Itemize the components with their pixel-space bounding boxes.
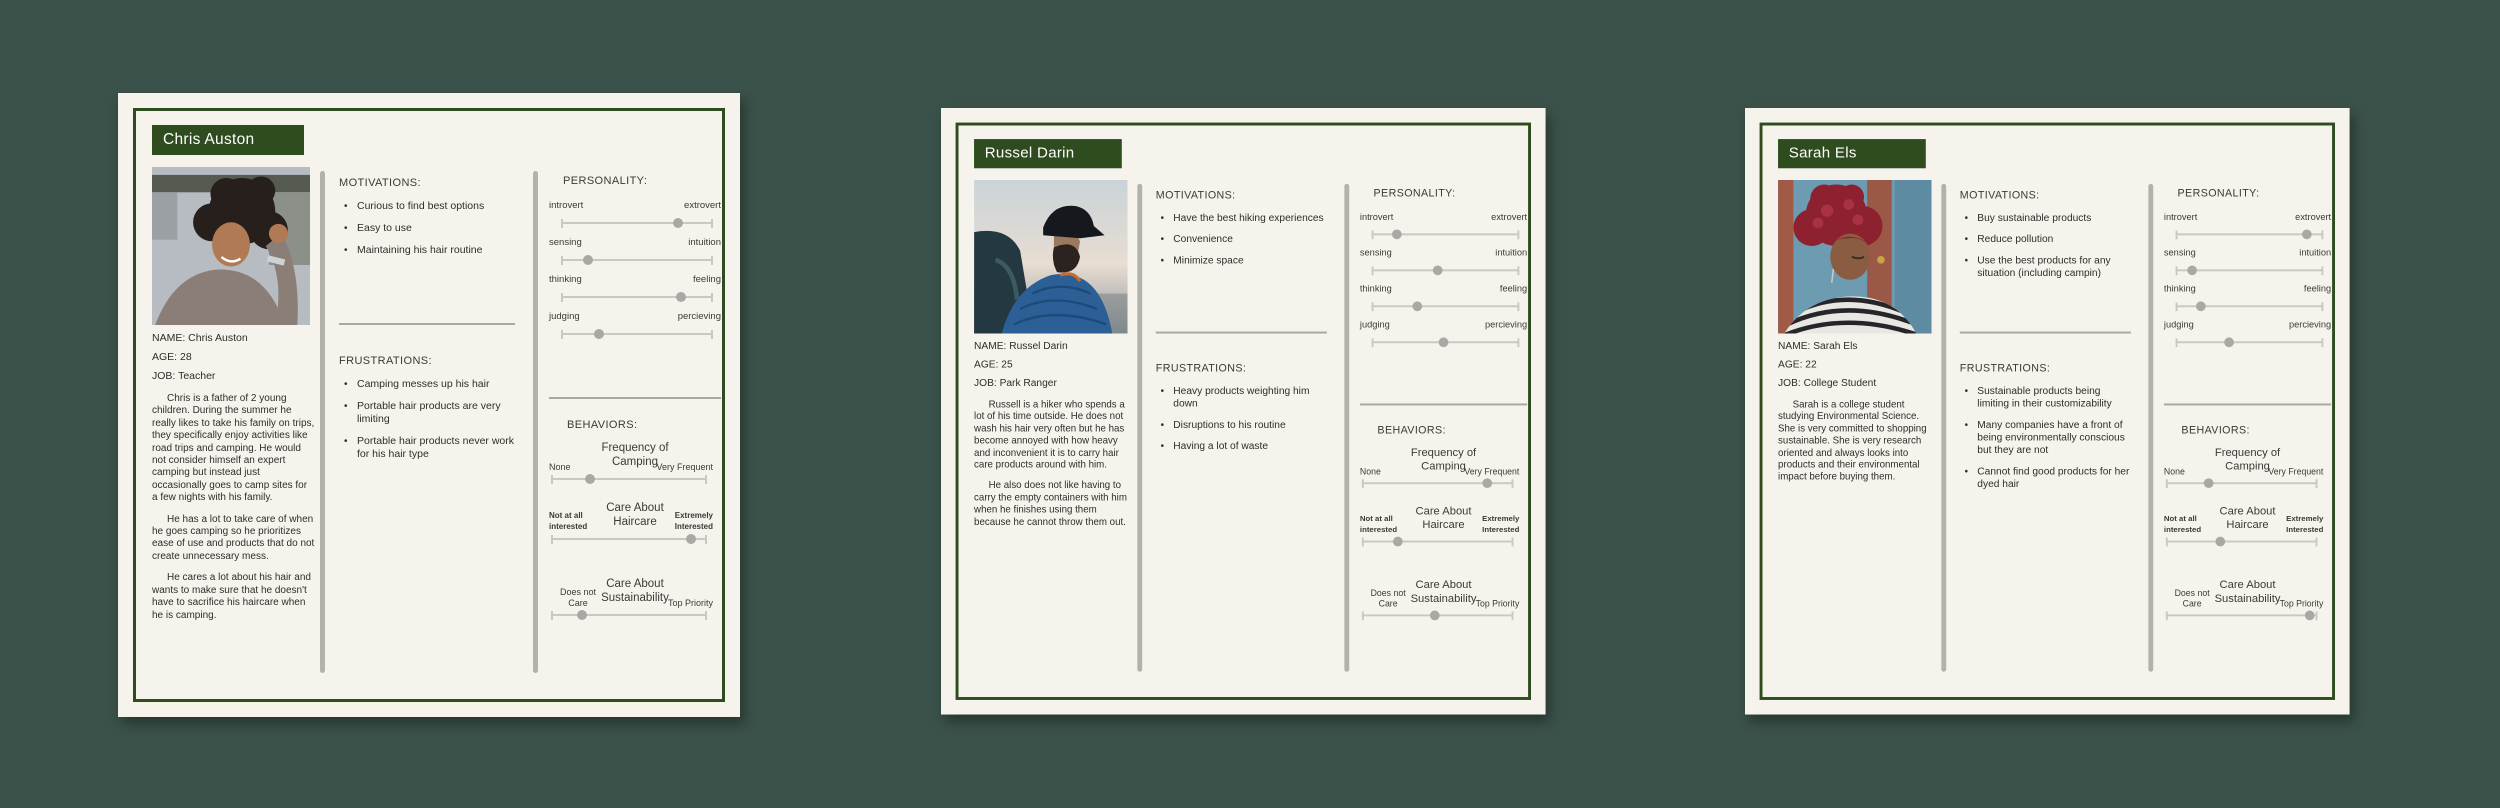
motivations-section — [339, 177, 517, 266]
persona-bio — [974, 400, 1132, 538]
persona-photo — [152, 167, 310, 325]
slider-track — [561, 296, 713, 298]
slider-right-label: Very Frequent — [656, 461, 713, 472]
photo-illustration — [1778, 180, 1932, 334]
slider-track — [1372, 305, 1520, 307]
behaviors-title: BEHAVIORS: — [1377, 424, 1446, 437]
slider-handle — [1413, 301, 1423, 311]
list-item: • Maintaining his hair routine — [339, 244, 517, 257]
bio-paragraph: He has a lot to take care of when he goes camping so he prioritizes ease of use and products that do not create unnecessary mess. — [152, 513, 315, 562]
list-item: • Convenience — [1156, 233, 1329, 246]
persona-card — [941, 108, 1546, 715]
slider-right-label: Extremely Interested — [674, 511, 713, 531]
slider-left-label: thinking — [2163, 283, 2196, 295]
slider-left-label: introvert — [1359, 212, 1394, 223]
behaviors-title: BEHAVIORS: — [567, 419, 638, 431]
slider-track — [551, 614, 707, 616]
vertical-divider — [1344, 184, 1349, 672]
slider-left-label: introvert — [2163, 212, 2198, 223]
behaviors-title: BEHAVIORS: — [2181, 424, 2250, 437]
behavior-slider — [1360, 446, 1527, 484]
behavior-slider — [2164, 446, 2331, 484]
slider-right-label: percieving — [1485, 319, 1528, 331]
field-job: JOB: College Student — [1778, 377, 1877, 389]
behaviors-section — [1360, 425, 1527, 616]
slider-handle — [676, 292, 686, 302]
slider-left-label: Not at all interested — [2163, 514, 2202, 534]
slider-track — [1362, 482, 1514, 484]
slider-left-label: introvert — [549, 200, 584, 211]
personality-slider-row — [549, 237, 721, 261]
vertical-divider — [320, 171, 325, 673]
slider-track — [1372, 269, 1520, 271]
vertical-divider — [2148, 184, 2153, 672]
personality-title: PERSONALITY: — [1373, 187, 1456, 200]
slider-handle — [2224, 337, 2234, 347]
slider-handle — [1392, 230, 1402, 240]
slider-right-label: Top Priority — [2279, 598, 2324, 609]
slider-track — [2166, 614, 2318, 616]
slider-left-label: sensing — [1359, 247, 1392, 259]
vertical-divider — [533, 171, 538, 673]
slider-left-label: Not at all interested — [549, 511, 588, 531]
section-divider — [1156, 332, 1327, 334]
slider-track — [561, 259, 713, 261]
slider-handle — [1433, 265, 1443, 275]
frustrations-title: FRUSTRATIONS: — [1959, 362, 2051, 375]
personality-title: PERSONALITY: — [563, 175, 648, 187]
frustrations-title: FRUSTRATIONS: — [339, 355, 432, 367]
persona-name-header — [974, 139, 1122, 168]
personality-slider-row — [549, 274, 721, 298]
list-item: • Camping messes up his hair — [339, 378, 517, 391]
behavior-slider — [549, 441, 721, 480]
slider-handle — [594, 329, 604, 339]
persona-name-header — [1778, 139, 1926, 168]
slider-handle — [1430, 611, 1440, 621]
personality-slider-row — [2164, 248, 2331, 271]
persona-card — [1745, 108, 2350, 715]
photo-illustration — [974, 180, 1128, 334]
slider-left-label: thinking — [549, 274, 582, 285]
persona-photo — [974, 180, 1128, 334]
field-name: NAME: Chris Auston — [152, 332, 248, 344]
field-name: NAME: Sarah Els — [1778, 340, 1858, 352]
slider-right-label: Top Priority — [667, 597, 713, 608]
slider-handle — [2196, 301, 2206, 311]
list-item: • Having a lot of waste — [1156, 440, 1329, 453]
list-item: • Portable hair products are very limiting — [339, 400, 517, 426]
behavior-slider — [1360, 505, 1527, 543]
list-item: • Many companies have a front of being environmentally conscious but they are not — [1960, 419, 2133, 457]
slider-track — [2166, 541, 2318, 543]
field-age: AGE: 25 — [974, 358, 1013, 371]
photo-illustration — [152, 167, 310, 325]
persona-name: Sarah Els — [1788, 144, 1857, 162]
slider-track — [1372, 233, 1520, 235]
behavior-slider — [549, 577, 721, 616]
slider-right-label: extrovert — [2295, 212, 2332, 223]
slider-handle — [1483, 478, 1493, 488]
identity-fields — [1778, 337, 1937, 392]
slider-track — [2166, 482, 2318, 484]
bio-paragraph: He also does not like having to carry the empty containers with him when he finishes using them because he cannot throw them out. — [974, 480, 1127, 528]
list-item: • Reduce pollution — [1960, 233, 2133, 246]
personality-slider-row — [2164, 212, 2331, 235]
vertical-divider — [1137, 184, 1142, 672]
slider-right-label: Extremely Interested — [2286, 514, 2324, 534]
list-item: • Buy sustainable products — [1960, 212, 2133, 225]
slider-left-label: sensing — [2163, 247, 2196, 259]
personality-slider-row — [549, 200, 721, 224]
slider-left-label: None — [1359, 466, 1381, 476]
list-item: • Portable hair products never work for his hair type — [339, 435, 517, 461]
section-divider — [1960, 332, 2131, 334]
slider-track — [2176, 341, 2324, 343]
slider-handle — [686, 534, 696, 544]
persona-name: Russel Darin — [984, 144, 1075, 162]
bio-paragraph: Sarah is a college student studying Environmental Science. She is very committed to shopping sustainable. She is very research oriented and always looks into products and their environmental impact before buying them. — [1778, 399, 1927, 483]
behavior-slider-title: Care About Sustainability — [2214, 579, 2281, 605]
slider-handle — [2302, 230, 2312, 240]
personality-section — [2164, 188, 2331, 354]
slider-right-label: extrovert — [684, 200, 721, 211]
motivations-title: MOTIVATIONS: — [1155, 189, 1236, 202]
slider-handle — [2203, 478, 2213, 488]
slider-track — [561, 333, 713, 335]
vertical-divider — [1941, 184, 1946, 672]
bio-paragraph: He cares a lot about his hair and wants to make sure that he doesn't have to sacrifice his haircare when he is camping. — [152, 572, 311, 621]
behavior-slider-title: Frequency of Camping — [601, 442, 669, 468]
personality-section — [549, 175, 721, 346]
field-name: NAME: Russel Darin — [974, 340, 1068, 352]
slider-track — [2176, 269, 2324, 271]
identity-fields — [152, 329, 316, 386]
list-item: • Sustainable products being limiting in their customizability — [1960, 385, 2133, 410]
slider-handle — [585, 474, 595, 484]
list-item: • Heavy products weighting him down — [1156, 385, 1329, 410]
behavior-slider-title: Frequency of Camping — [2214, 447, 2281, 473]
behavior-slider-title: Care About Sustainability — [1410, 579, 1477, 605]
frustrations-title: FRUSTRATIONS: — [1155, 362, 1247, 375]
persona-bio — [152, 393, 315, 631]
slider-right-label: percieving — [2289, 319, 2332, 331]
frustrations-section — [1156, 363, 1329, 462]
slider-handle — [1393, 537, 1403, 547]
motivations-section — [1156, 190, 1329, 277]
personality-title: PERSONALITY: — [2177, 187, 2260, 200]
slider-left-label: Not at all interested — [1359, 514, 1398, 534]
section-divider — [2164, 403, 2331, 405]
slider-handle — [1439, 337, 1449, 347]
slider-right-label: Very Frequent — [2268, 466, 2324, 476]
behavior-slider — [2164, 578, 2331, 616]
slider-right-label: feeling — [2303, 283, 2332, 295]
personality-slider-row — [2164, 284, 2331, 307]
slider-track — [2176, 305, 2324, 307]
slider-track — [2176, 233, 2324, 235]
slider-right-label: extrovert — [1491, 212, 1528, 223]
slider-handle — [583, 255, 593, 265]
slider-right-label: feeling — [693, 274, 721, 285]
personality-slider-row — [2164, 320, 2331, 343]
behavior-slider — [549, 501, 721, 540]
list-item: • Use the best products for any situation (including campin) — [1960, 255, 2133, 280]
personality-slider-row — [1360, 320, 1527, 343]
persona-card — [118, 93, 740, 717]
motivations-title: MOTIVATIONS: — [1959, 189, 2040, 202]
section-divider — [339, 323, 515, 325]
persona-name-header — [152, 125, 304, 155]
slider-track — [551, 478, 707, 480]
field-job: JOB: Park Ranger — [974, 377, 1057, 389]
slider-left-label: None — [549, 461, 571, 472]
slider-right-label: intuition — [2299, 247, 2332, 259]
frustrations-section — [1960, 363, 2133, 500]
slider-right-label: Very Frequent — [1464, 466, 1520, 476]
slider-left-label: sensing — [549, 237, 582, 248]
slider-right-label: percieving — [677, 311, 721, 322]
list-item: • Disruptions to his routine — [1156, 419, 1329, 432]
bio-paragraph: Chris is a father of 2 young children. During the summer he really likes to take his family on trips, they specifically enjoy activities like road trips and camping. He would not consider himself an expert camping but instead just occasionally goes to camp sites for a few nights with his family. — [152, 393, 315, 504]
slider-track — [1372, 341, 1520, 343]
slider-left-label: thinking — [1359, 283, 1392, 295]
personality-slider-row — [1360, 248, 1527, 271]
section-divider — [549, 397, 721, 399]
behavior-slider-title: Care About Haircare — [606, 502, 664, 528]
slider-left-label: judging — [549, 311, 580, 322]
list-item: • Curious to find best options — [339, 200, 517, 213]
field-age: AGE: 28 — [152, 351, 192, 363]
section-divider — [1360, 403, 1527, 405]
motivations-section — [1960, 190, 2133, 289]
personality-section — [1360, 188, 1527, 354]
slider-left-label: Does not Care — [559, 587, 597, 608]
slider-left-label: Does not Care — [2174, 588, 2210, 609]
behavior-slider-title: Frequency of Camping — [1410, 447, 1477, 473]
slider-track — [1362, 541, 1514, 543]
identity-fields — [974, 337, 1133, 392]
bio-paragraph: Russell is a hiker who spends a lot of his time outside. He does not wash his hair very often but he has become annoyed with how heavy and inconvenient it is to carry hair care products around with him. — [974, 399, 1125, 471]
behaviors-section — [549, 419, 721, 616]
list-item: • Minimize space — [1156, 255, 1329, 268]
personality-slider-row — [1360, 284, 1527, 307]
slider-right-label: Extremely Interested — [1482, 514, 1520, 534]
slider-handle — [577, 610, 587, 620]
frustrations-section — [339, 355, 517, 470]
slider-handle — [2187, 265, 2197, 275]
behavior-slider-title: Care About Haircare — [1415, 505, 1472, 531]
behavior-slider — [1360, 578, 1527, 616]
slider-right-label: feeling — [1499, 283, 1528, 295]
list-item: • Cannot find good products for her dyed hair — [1960, 466, 2133, 491]
slider-left-label: Does not Care — [1370, 588, 1406, 609]
persona-name: Chris Auston — [163, 131, 255, 148]
slider-right-label: intuition — [1495, 247, 1528, 259]
slider-handle — [673, 218, 683, 228]
slider-right-label: intuition — [688, 237, 721, 248]
slider-track — [1362, 614, 1514, 616]
persona-photo — [1778, 180, 1932, 334]
slider-left-label: judging — [1359, 319, 1390, 331]
behavior-slider-title: Care About Sustainability — [601, 578, 669, 604]
slider-right-label: Top Priority — [1475, 598, 1520, 609]
persona-bio — [1778, 400, 1936, 493]
slider-track — [561, 222, 713, 224]
behavior-slider — [2164, 505, 2331, 543]
personality-slider-row — [549, 311, 721, 335]
personality-slider-row — [1360, 212, 1527, 235]
slider-left-label: None — [2163, 466, 2185, 476]
list-item: • Have the best hiking experiences — [1156, 212, 1329, 225]
behavior-slider-title: Care About Haircare — [2219, 505, 2276, 531]
slider-handle — [2216, 537, 2226, 547]
motivations-title: MOTIVATIONS: — [339, 177, 422, 189]
field-age: AGE: 22 — [1778, 358, 1817, 371]
slider-handle — [2305, 611, 2315, 621]
slider-left-label: judging — [2163, 319, 2194, 331]
field-job: JOB: Teacher — [152, 370, 216, 382]
behaviors-section — [2164, 425, 2331, 616]
list-item: • Easy to use — [339, 222, 517, 235]
slider-track — [551, 538, 707, 540]
